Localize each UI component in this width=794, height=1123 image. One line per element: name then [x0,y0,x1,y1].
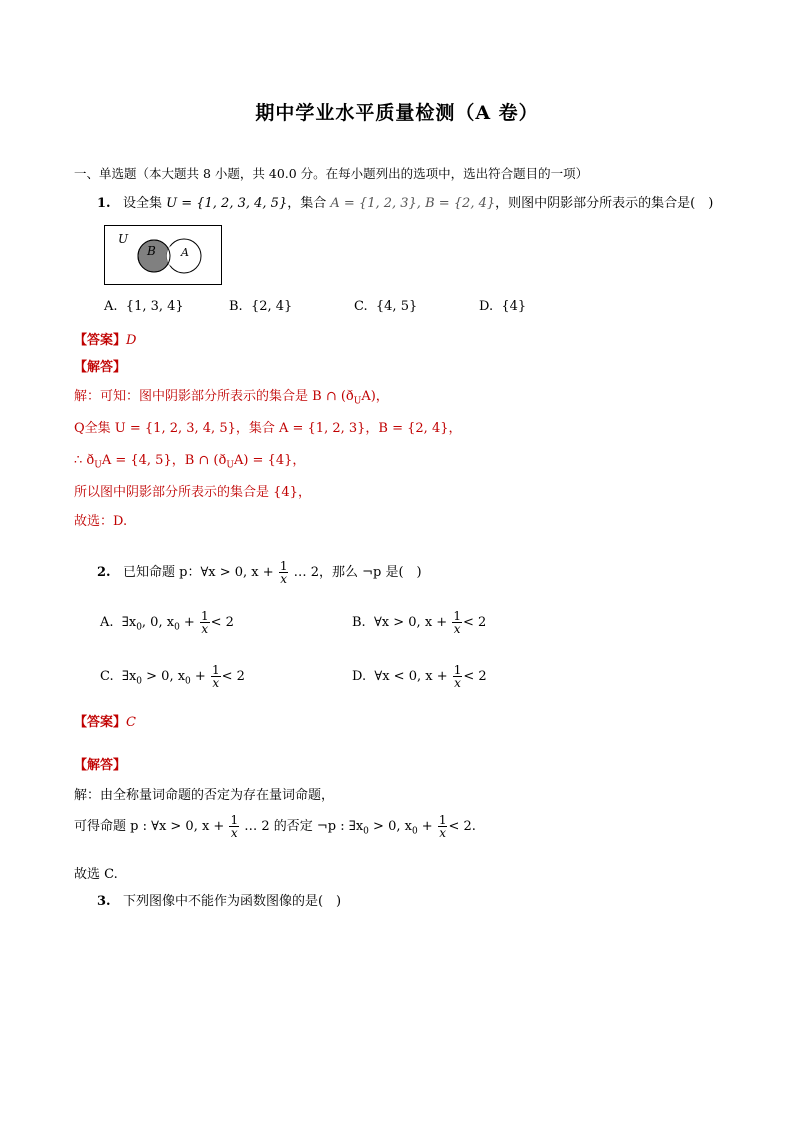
option-value: {4} [501,299,527,314]
option-b[interactable] [352,610,486,635]
option-label: C. [354,299,368,314]
subscript: U [226,460,234,471]
venn-label-b: B [147,244,156,258]
option-text: < 2 [221,669,245,684]
option-label: D. [352,669,367,684]
answer-value: D [126,333,137,348]
solution-text: 解：可知：图中阴影部分所表示的集合是 B ∩ (ð [74,389,354,404]
fraction: $\frac{1}{x}$ [279,559,288,586]
section-heading: 一、单选题（本大题共 8 小题，共 40.0 分。在每小题列出的选项中，选出符合题目的一项） [74,166,589,181]
solution-text: A = {4, 5}，B ∩ (ð [101,453,227,468]
question-3-stem [97,890,341,909]
venn-label-a: A [181,246,189,259]
option-text: ∃x [121,615,137,630]
venn-label-u: U [118,232,129,246]
fraction: $\frac{1}{x}$ [438,813,447,840]
subscript: 0 [174,622,180,633]
option-value: {4, 5} [375,299,418,314]
venn-diagram [104,225,222,285]
option-label: D. [479,299,494,314]
solution-line-1 [74,385,389,407]
solution-line-3 [74,449,305,471]
question-1-stem [97,192,713,211]
subscript: 0 [136,622,142,633]
solution-text: A) = {4}， [233,453,306,468]
solution-text: 可得命题 p : ∀x > 0, x + [74,819,225,834]
fraction: $\frac{1}{x}$ [453,663,462,690]
solution-text: ∴ ð [74,453,95,468]
solution-line-3: 故选 C. [74,867,118,882]
solution-text: + [417,819,433,834]
solution-line-1: 解：由全称量词命题的否定为存在量词命题， [74,788,335,803]
subscript: 0 [411,826,418,837]
option-text: + [190,669,206,684]
stem-text: 设全集 [122,196,162,211]
option-text: > 0, x [142,669,186,684]
answer-tag: 【答案】 [74,333,127,348]
option-text: + [179,615,195,630]
answer-tag: 【答案】 [74,715,127,730]
option-label: B. [352,615,366,630]
option-text: , 0, x [141,615,175,630]
option-text: < 2 [463,669,487,684]
subscript: U [94,460,102,471]
option-label: A. [104,299,118,314]
stem-text: … 2，那么 ¬p 是( ) [293,565,422,580]
subscript: U [353,396,362,407]
option-text: ∀x > 0, x + [373,615,448,630]
stem-text: 已知命题 p：∀x > 0, x + [122,565,274,580]
subscript: 0 [363,826,369,837]
option-value: {2, 4} [250,299,293,314]
stem-text: 下列图像中不能作为函数图像的是( ) [122,894,342,909]
option-text: ∀x < 0, x + [374,669,448,684]
option-label: A. [100,615,114,630]
option-a[interactable] [104,299,184,314]
option-b[interactable] [229,299,292,314]
answer-line [74,329,136,348]
option-d[interactable] [479,299,526,314]
stem-math-universal-set: U = {1, 2, 3, 4, 5} [166,196,288,211]
solution-line-5: 故选：D. [74,514,128,529]
solution-text: < 2. [448,819,476,834]
answer-line [74,711,136,730]
option-text: < 2 [210,615,234,630]
solution-tag [74,356,126,375]
answer-value: C [126,715,136,730]
option-a[interactable] [100,610,234,635]
solution-tag-text: 【解答】 [74,360,127,375]
solution-text: … 2 的否定 ¬p : ∃x [244,819,364,834]
page-title: 期中学业水平质量检测（A 卷） [255,102,539,124]
fraction: $\frac{1}{x}$ [453,609,461,636]
option-value: {1, 3, 4} [125,299,184,314]
option-c[interactable] [100,664,245,689]
solution-line-2 [74,814,476,839]
question-number: 1. [97,196,111,211]
option-label: C. [100,669,114,684]
option-c[interactable] [354,299,417,314]
fraction: $\frac{1}{x}$ [230,813,239,840]
solution-line-2: Q全集 U = {1, 2, 3, 4, 5}，集合 A = {1, 2, 3}，B = {2, 4}， [74,421,462,436]
subscript: 0 [185,676,191,687]
subscript: 0 [136,676,143,687]
option-d[interactable] [352,664,487,689]
question-number: 3. [97,894,111,909]
question-number: 2. [97,565,111,580]
stem-text: ，则图中阴影部分所表示的集合是( ) [495,196,714,211]
stem-math-sets: A = {1, 2, 3}, B = {2, 4} [330,196,496,211]
solution-line-4: 所以图中阴影部分所表示的集合是 {4}， [74,485,311,500]
solution-text: A)， [361,389,389,404]
solution-tag [74,754,126,773]
question-2-stem [97,560,422,585]
stem-text: ，集合 [287,196,327,211]
fraction: $\frac{1}{x}$ [211,663,220,690]
fraction: $\frac{1}{x}$ [200,609,209,636]
option-text: ∃x [121,669,137,684]
solution-text: > 0, x [368,819,412,834]
solution-tag-text: 【解答】 [74,758,127,773]
option-label: B. [229,299,243,314]
option-text: < 2 [462,615,487,630]
